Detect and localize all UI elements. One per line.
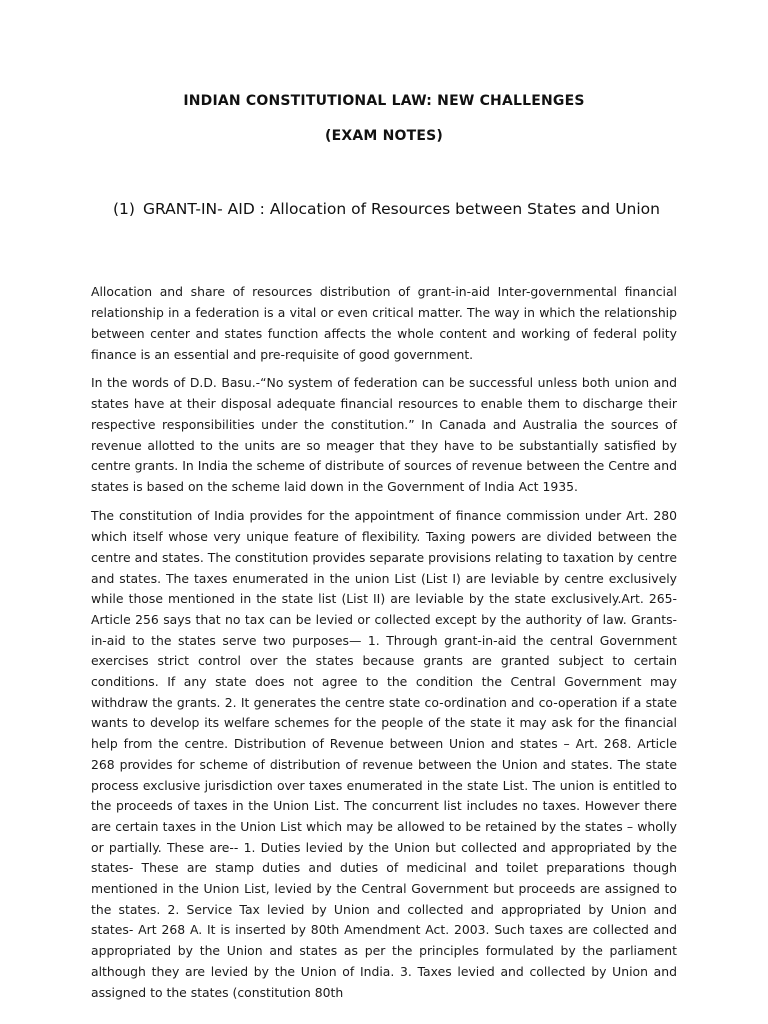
- document-title: INDIAN CONSTITUTIONAL LAW: NEW CHALLENGES: [183, 93, 585, 109]
- paragraph-basu-quote: In the words of D.D. Basu.-“No system of federation can be successful unless both union and states have at their disposal adequate financial resources to enable them to discharge their respective responsibilities under the constitution.” In Canada and Australia the sources of revenue allotted to the units are so meager that they have to be substantially satisfied by centre grants. In India the scheme of distribute of sources of revenue between the Centre and states is based on the scheme laid down in the Government of India Act 1935.: [91, 375, 677, 494]
- section-heading: [113, 200, 660, 218]
- section-heading-text: GRANT-IN- AID : Allocation of Resources between States and Union: [142, 200, 660, 218]
- paragraph-finance-commission: The constitution of India provides for the appointment of finance commission under Art. 280 which itself whose very unique feature of flexibility. Taxing powers are divided between the centre and states. The constitution provides separate provisions relating to taxation by centre and states. The taxes enumerated in the union List (List I) are leviable by centre exclusively while those mentioned in the state list (List II) are leviable by the state exclusively.Art. 265- Article 256 says that no tax can be levied or collected except by the authority of law. Grants-in-aid to the states serve two purposes— 1. Through grant-in-aid the central Government exercises strict control over the states because grants are granted subject to certain conditions. If any state does not agree to the condition the Central Government may withdraw the grants. 2. It generates the centre state co-ordination and co-operation if a state wants to develop its welfare schemes for the people of the state it may ask for the financial help from the centre. Distribution of Revenue between Union and states – Art. 268. Article 268 provides for scheme of distribution of revenue between the Union and states. The state process exclusive jurisdiction over taxes enumerated in the state List. The union is entitled to the proceeds of taxes in the Union List. The concurrent list includes no taxes. However there are certain taxes in the Union List which may be allowed to be retained by the states – wholly or partially. These are-- 1. Duties levied by the Union but collected and appropriated by the states- These are stamp duties and duties of medicinal and toilet preparations though mentioned in the Union List, levied by the Central Government but proceeds are assigned to the states. 2. Service Tax levied by Union and collected and appropriated by Union and states- Art 268 A. It is inserted by 80th Amendment Act. 2003. Such taxes are collected and appropriated by the Union and states as per the principles formulated by the parliament although they are levied by the Union of India. 3. Taxes levied and collected by Union and assigned to the states (constitution 80th: [91, 508, 677, 1000]
- section-number: (1): [113, 200, 135, 218]
- paragraph-allocation: Allocation and share of resources distribution of grant-in-aid Inter-governmental financial relationship in a federation is a vital or even critical matter. The way in which the relationship between center and states function affects the whole content and working of federal polity finance is an essential and pre-requisite of good government.: [91, 284, 677, 362]
- document-subtitle: (EXAM NOTES): [324, 128, 443, 144]
